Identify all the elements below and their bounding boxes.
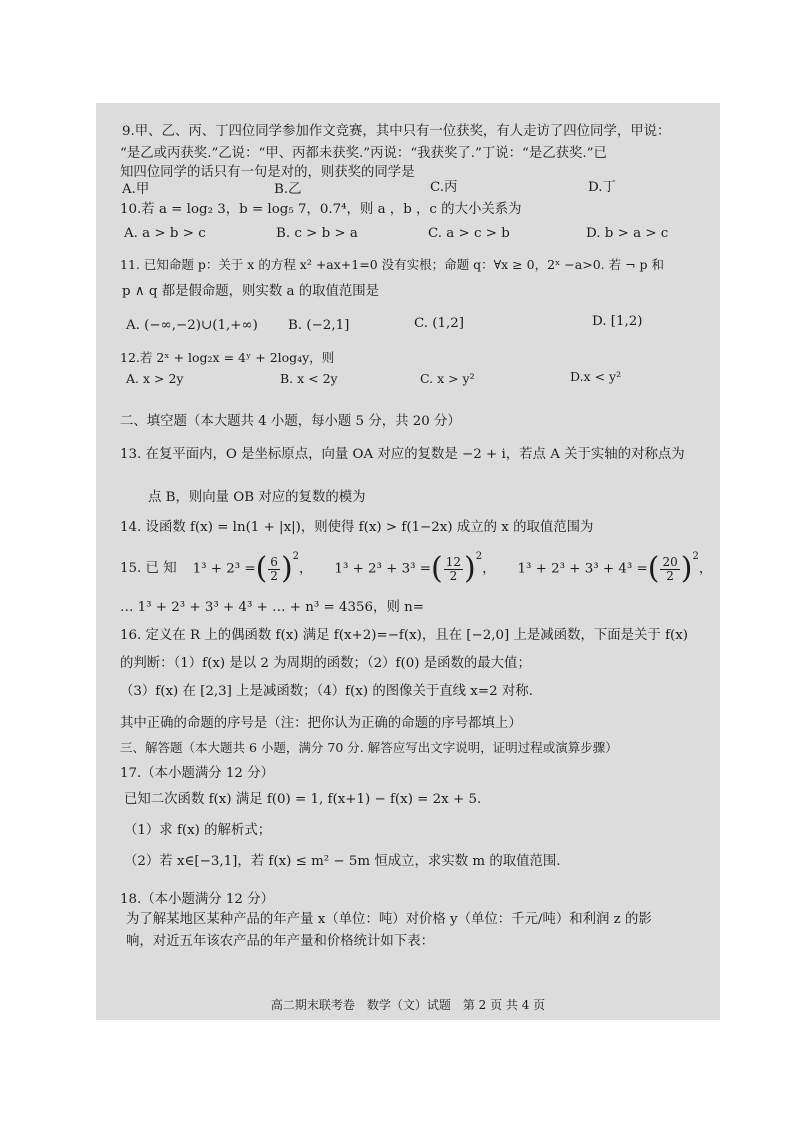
q16-line-1: 16. 定义在 R 上的偶函数 f(x) 满足 f(x+2)=−f(x)，且在 [−2,0] 上是减函数，下面是关于 f(x) <box>120 628 689 643</box>
q11-option-a: A. (−∞,−2)∪(1,+∞) <box>126 318 258 333</box>
q11-option-d: D. [1,2) <box>592 314 643 329</box>
q15-line-2: … 1³ + 2³ + 3³ + 4³ + … + n³ = 4356，则 n= <box>120 600 424 615</box>
q15-line-1 <box>120 551 712 587</box>
q15-eq-2: 1³ + 2³ + 3³ =( $\frac{12}{2}$ )$^2$， <box>334 551 496 586</box>
q9-option-b: B.乙 <box>274 182 302 197</box>
q16-line-3: （3）f(x) 在 [2,3] 上是减函数；（4）f(x) 的图像关于直线 x=2 对称. <box>120 684 533 699</box>
q11-line-2: p ∧ q 都是假命题，则实数 a 的取值范围是 <box>122 284 380 299</box>
q18-line-2: 响，对近五年该农产品的年产量和价格统计如下表： <box>126 934 434 949</box>
q15-eq-1: 1³ + 2³ =( $\frac{6}{2}$ )$^2$， <box>192 551 313 586</box>
q12-stem: 12.若 2ˣ + log₂x = 4ʸ + 2log₄y，则 <box>120 350 335 365</box>
q16-line-2: 的判断：（1）f(x) 是以 2 为周期的函数；（2）f(0) 是函数的最大值； <box>120 656 531 671</box>
q17-part-2: （2）若 x∈[−3,1]，若 f(x) ≤ m² − 5m 恒成立，求实数 m 的取值范围. <box>124 854 561 869</box>
q9-option-a: A.甲 <box>122 182 150 197</box>
section-2-heading: 二、填空题（本大题共 4 小题，每小题 5 分，共 20 分） <box>120 414 461 429</box>
q9-line-3: 知四位同学的话只有一句是对的，则获奖的同学是 <box>120 165 415 180</box>
q15-label: 15. 已 知 <box>120 561 177 576</box>
exam-page <box>96 103 720 1020</box>
q9-option-c: C.丙 <box>430 180 458 195</box>
q12-option-a: A. x > 2y <box>126 371 184 386</box>
q18-heading: 18.（本小题满分 12 分） <box>120 892 274 907</box>
q11-option-c: C. (1,2] <box>414 316 465 331</box>
q17-part-1: （1）求 f(x) 的解析式； <box>124 823 272 838</box>
q15-eq-3: 1³ + 2³ + 3³ + 4³ =( $\frac{20}{2}$ )$^2$， <box>517 551 713 586</box>
q12-option-d: D.x < y² <box>570 369 622 384</box>
q18-line-1: 为了解某地区某种产品的年产量 x（单位：吨）对价格 y（单位：千元/吨）和利润 z 的影 <box>126 912 652 927</box>
page-footer: 高二期末联考卷 数学（文）试题 第 2 页 共 4 页 <box>270 998 546 1012</box>
q12-option-b: B. x < 2y <box>280 371 338 386</box>
q17-heading: 17.（本小题满分 12 分） <box>120 766 274 781</box>
q13-line-1: 13. 在复平面内，O 是坐标原点，向量 OA 对应的复数是 −2 + i，若点 A 关于实轴的对称点为 <box>120 447 685 462</box>
q16-line-4: 其中正确的命题的序号是（注：把你认为正确的命题的序号都填上） <box>120 716 522 731</box>
q9-option-d: D.丁 <box>588 180 616 195</box>
q17-given: 已知二次函数 f(x) 满足 f(0) = 1, f(x+1) − f(x) = 2x + 5. <box>124 792 482 807</box>
q12-option-c: C. x > y² <box>420 371 475 386</box>
q10-option-a: A. a > b > c <box>124 226 206 241</box>
q11-option-b: B. (−2,1] <box>288 318 350 333</box>
q10-stem: 10.若 a = log₂ 3，b = log₅ 7，0.7⁴，则 a ，b ，c 的大小关系为 <box>120 202 522 217</box>
q13-line-2: 点 B，则向量 OB 对应的复数的模为 <box>148 490 366 505</box>
q10-option-b: B. c > b > a <box>276 226 358 241</box>
q14-text: 14. 设函数 f(x) = ln(1 + |x|)，则使得 f(x) > f(1−2x) 成立的 x 的取值范围为 <box>120 520 594 535</box>
q10-option-d: D. b > a > c <box>586 226 669 241</box>
q10-option-c: C. a > c > b <box>428 226 510 241</box>
q11-line-1: 11. 已知命题 p：关于 x 的方程 x² +ax+1=0 没有实根；命题 q：∀x ≥ 0，2ˣ −a>0. 若 ¬ p 和 <box>120 257 664 272</box>
section-3-heading: 三、解答题（本大题共 6 小题，满分 70 分. 解答应写出文字说明，证明过程或演算步骤） <box>120 740 618 755</box>
q9-line-1: 9.甲、乙、丙、丁四位同学参加作文竞赛，其中只有一位获奖，有人走访了四位同学，甲说： <box>122 124 671 139</box>
q9-line-2: “是乙或丙获奖.”乙说：“甲、丙都未获奖.”丙说：“我获奖了.”丁说：“是乙获奖.”已 <box>120 146 607 161</box>
